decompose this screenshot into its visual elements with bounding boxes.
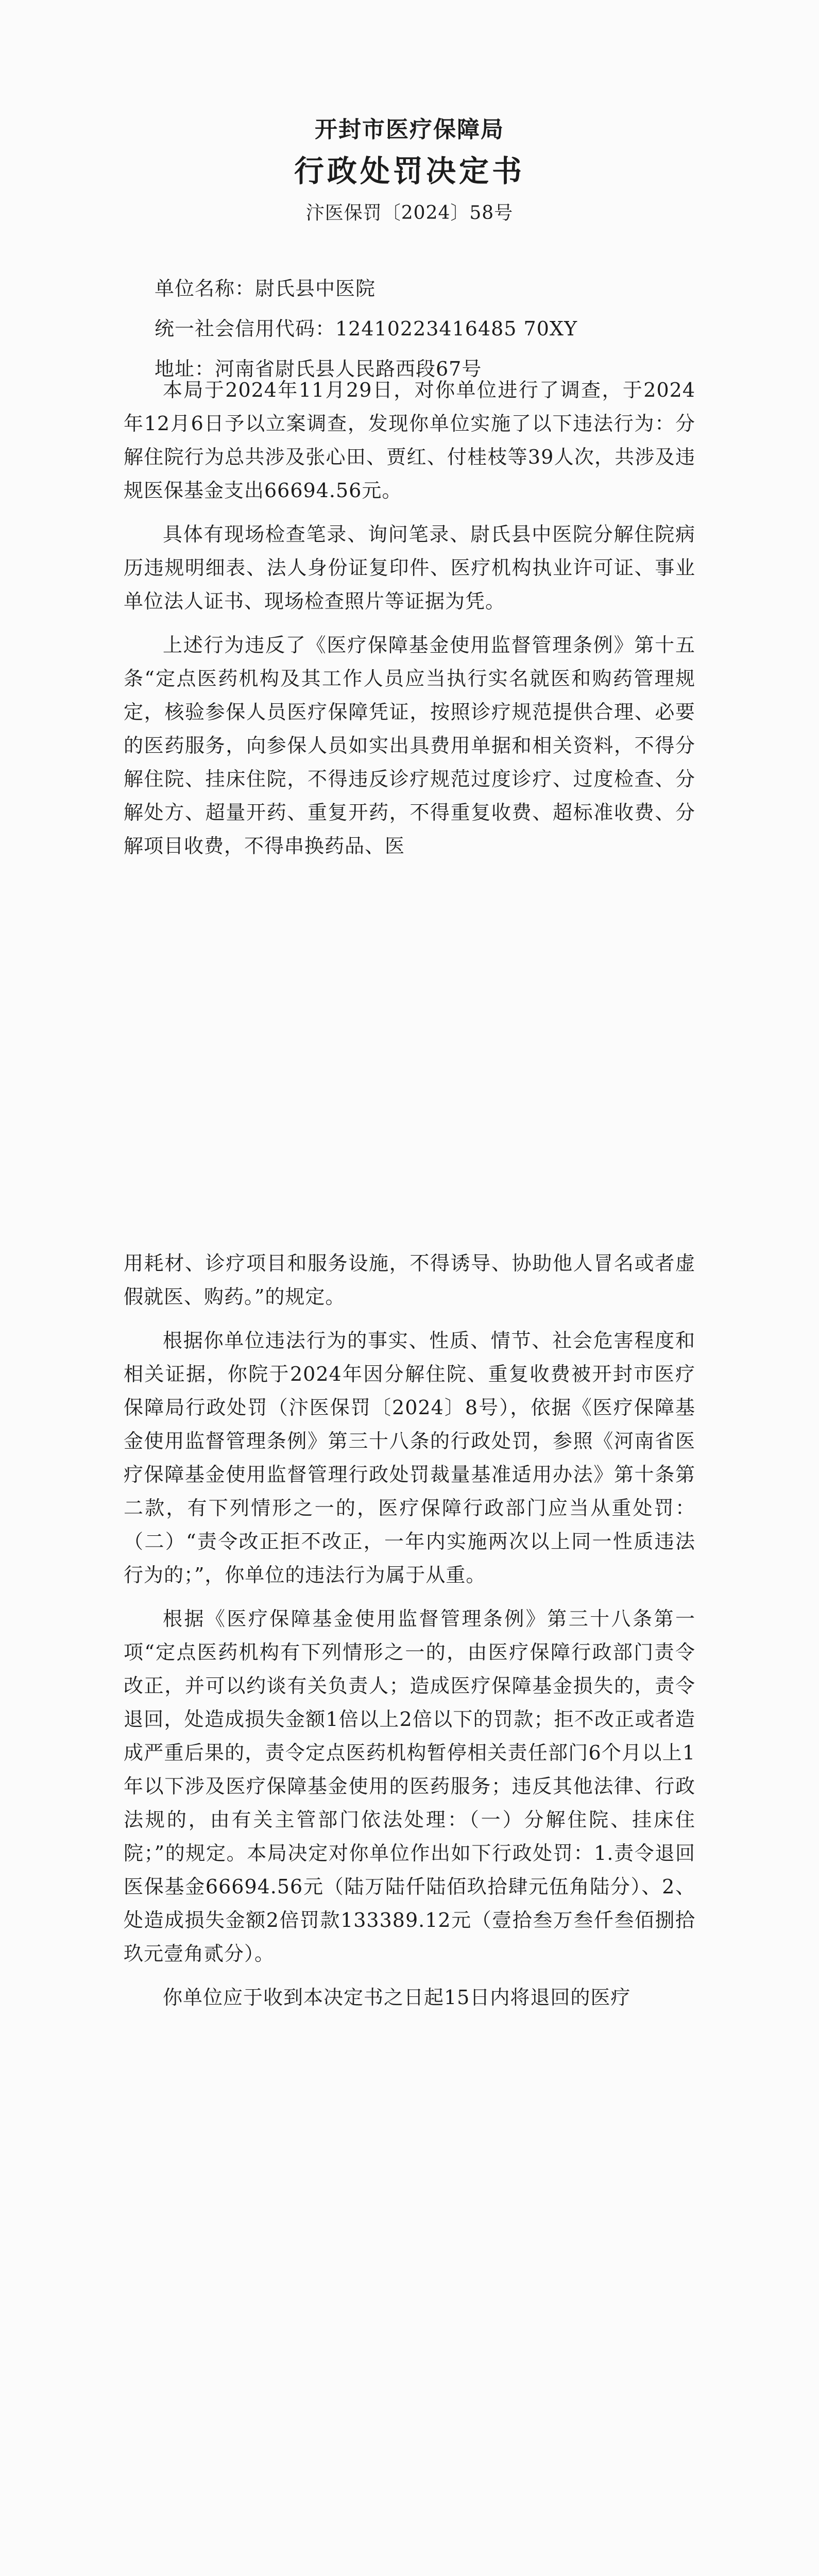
unit-name: 单位名称：尉氏县中医院 bbox=[155, 277, 376, 300]
paragraph-violation-continued: 用耗材、诊疗项目和服务设施，不得诱导、协助他人冒名或者虚假就医、购药。”的规定。 bbox=[124, 1252, 695, 1308]
paragraph-evidence: 具体有现场检查笔录、询问笔录、尉氏县中医院分解住院病历违规明细表、法人身份证复印件、医疗机构执业许可证、事业单位法人证书、现场检查照片等证据为凭。 bbox=[124, 523, 695, 613]
paragraph-aggravation: 根据你单位违法行为的事实、性质、情节、社会危害程度和相关证据，你院于2024年因分解住院、重复收费被开封市医疗保障局行政处罚（汴医保罚〔2024〕8号），依据《医疗保障基金使用监督管理条例》第三十八条的行政处罚，参照《河南省医疗保障基金使用监督管理行政处罚裁量基准适用办法》第十条第二款，有下列情形之一的，医疗保障行政部门应当从重处罚：（二）“责令改正拒不改正，一年内实施两次以上同一性质违法行为的；”，你单位的违法行为属于从重。 bbox=[124, 1329, 695, 1586]
credit-code: 统一社会信用代码：12410223416485 70XY bbox=[155, 317, 578, 340]
body-section-2 bbox=[124, 1247, 695, 2014]
body-section-1 bbox=[124, 374, 695, 863]
document-number: 汴医保罚〔2024〕58号 bbox=[305, 202, 514, 224]
issuing-authority: 开封市医疗保障局 bbox=[315, 116, 504, 143]
paragraph-violation: 上述行为违反了《医疗保障基金使用监督管理条例》第十五条“定点医药机构及其工作人员应当执行实名就医和购药管理规定，核验参保人员医疗保障凭证，按照诊疗规范提供合理、必要的医药服务，向参保人员如实出具费用单据和相关资料，不得分解住院、挂床住院，不得违反诊疗规范过度诊疗、过度检查、分解处方、超量开药、重复开药，不得重复收费、超标准收费、分解项目收费，不得串换药品、医 bbox=[124, 634, 695, 857]
address: 地址：河南省尉氏县人民路西段67号 bbox=[155, 358, 482, 380]
document-title: 行政处罚决定书 bbox=[294, 154, 525, 189]
paragraph-payment: 你单位应于收到本决定书之日起15日内将退回的医疗 bbox=[163, 1986, 631, 2009]
paragraph-investigation: 本局于2024年11月29日，对你单位进行了调查，于2024年12月6日予以立案调查，发现你单位实施了以下违法行为：分解住院行为总共涉及张心田、贾红、付桂枝等39人次，共涉及违规医保基金支出66694.56元。 bbox=[124, 379, 695, 502]
paragraph-penalty: 根据《医疗保障基金使用监督管理条例》第三十八条第一项“定点医药机构有下列情形之一的，由医疗保障行政部门责令改正，并可以约谈有关负责人；造成医疗保障基金损失的，责令退回，处造成损失金额1倍以上2倍以下的罚款；拒不改正或者造成严重后果的，责令定点医药机构暂停相关责任部门6个月以上1年以下涉及医疗保障基金使用的医药服务；违反其他法律、行政法规的，由有关主管部门依法处理：（一）分解住院、挂床住院；”的规定。本局决定对你单位作出如下行政处罚：1.责令退回医保基金66694.56元（陆万陆仟陆佰玖拾肆元伍角陆分）、2、处造成损失金额2倍罚款133389.12元（壹拾叁万叁仟叁佰捌拾玖元壹角贰分）。 bbox=[124, 1607, 695, 1965]
